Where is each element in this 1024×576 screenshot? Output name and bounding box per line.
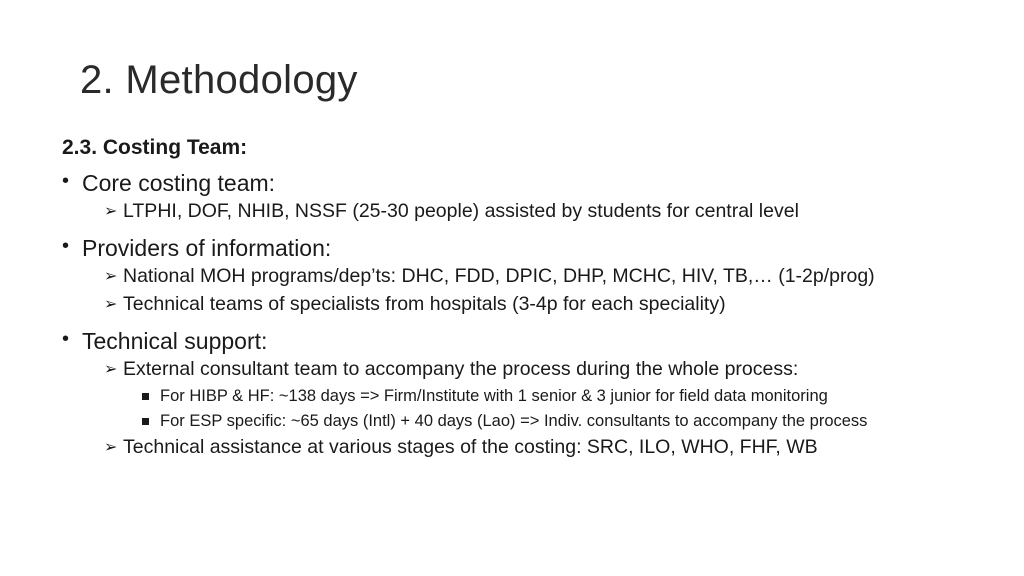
arrow-bullet-icon: ➢ <box>104 268 118 285</box>
slide-title: 2. Methodology <box>80 58 358 102</box>
detail-text: For HIBP & HF: ~138 days => Firm/Institute with 1 senior & 3 junior for field data monitoring <box>160 387 828 405</box>
bullet-dot-icon: • <box>62 328 70 350</box>
section-heading: 2.3. Costing Team: <box>62 136 248 159</box>
square-bullet-icon <box>142 418 149 425</box>
detail-item <box>62 387 1002 406</box>
detail-item <box>62 412 1002 431</box>
bullet-core-costing-team <box>62 170 1002 197</box>
bullet-label: Technical support: <box>82 328 268 354</box>
square-bullet-icon <box>142 393 149 400</box>
subitem <box>62 200 1002 223</box>
subitem-text: LTPHI, DOF, NHIB, NSSF (25-30 people) assisted by students for central level <box>123 200 799 222</box>
slide-content <box>62 136 1002 459</box>
arrow-bullet-icon: ➢ <box>104 296 118 313</box>
subitem <box>62 358 1002 381</box>
arrow-bullet-icon: ➢ <box>104 439 118 456</box>
subitem-text: National MOH programs/dep’ts: DHC, FDD, DPIC, DHP, MCHC, HIV, TB,… (1-2p/prog) <box>123 265 875 287</box>
subitem-text: Technical teams of specialists from hospitals (3-4p for each speciality) <box>123 293 726 315</box>
bullet-label: Providers of information: <box>82 235 332 261</box>
subitem <box>62 436 1002 459</box>
bullet-dot-icon: • <box>62 170 70 192</box>
subitem <box>62 293 1002 316</box>
arrow-bullet-icon: ➢ <box>104 203 118 220</box>
subitem-text: External consultant team to accompany the process during the whole process: <box>123 358 799 380</box>
bullet-technical-support <box>62 328 1002 355</box>
detail-text: For ESP specific: ~65 days (Intl) + 40 days (Lao) => Indiv. consultants to accompany the process <box>160 412 868 430</box>
bullet-providers-of-information <box>62 235 1002 262</box>
subitem <box>62 265 1002 288</box>
arrow-bullet-icon: ➢ <box>104 361 118 378</box>
bullet-dot-icon: • <box>62 235 70 257</box>
subitem-text: Technical assistance at various stages of the costing: SRC, ILO, WHO, FHF, WB <box>123 436 818 458</box>
bullet-label: Core costing team: <box>82 170 276 196</box>
